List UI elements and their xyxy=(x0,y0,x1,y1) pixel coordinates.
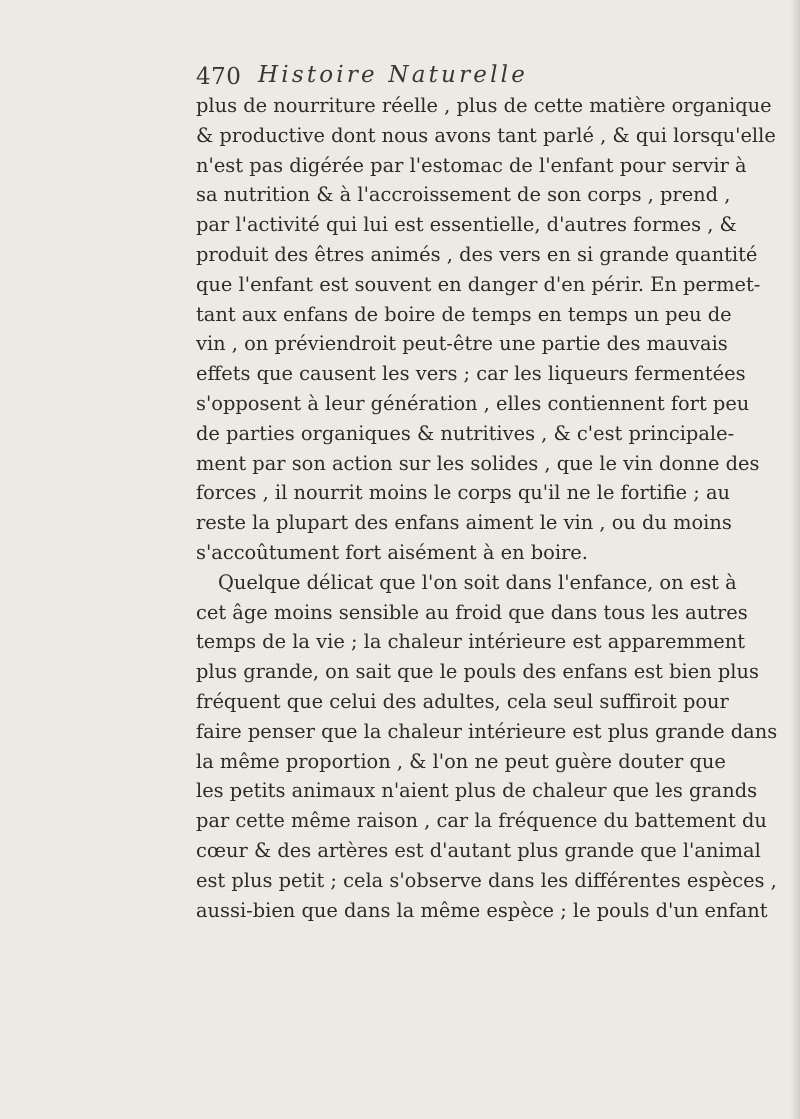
text-line: s'accoûtument fort aisément à en boire. xyxy=(196,540,588,564)
text-line: s'opposent à leur génération , elles contiennent fort peu xyxy=(196,391,750,415)
text-line: reste la plupart des enfans aiment le vin , ou du moins xyxy=(196,511,732,535)
text-line: est plus petit ; cela s'observe dans les différentes espèces , xyxy=(196,868,777,892)
text-line: effets que causent les vers ; car les liqueurs fermentées xyxy=(196,362,746,386)
text-line: & productive dont nous avons tant parlé , & qui lorsqu'elle xyxy=(196,123,776,147)
text-line: aussi-bien que dans la même espèce ; le pouls d'un enfant xyxy=(196,898,768,922)
text-line: plus grande, on sait que le pouls des enfans est bien plus xyxy=(196,660,759,684)
text-line: les petits animaux n'aient plus de chaleur que les grands xyxy=(196,779,758,803)
text-line: par cette même raison , car la fréquence du battement du xyxy=(196,809,767,833)
text-line: la même proportion , & l'on ne peut guère douter que xyxy=(196,749,726,773)
page-number: 470 xyxy=(196,64,242,90)
text-line: cet âge moins sensible au froid que dans tous les autres xyxy=(196,600,748,624)
text-line: fréquent que celui des adultes, cela seul suffiroit pour xyxy=(196,689,729,713)
text-line: faire penser que la chaleur intérieure est plus grande dans xyxy=(196,719,778,743)
text-line: de parties organiques & nutritives , & c'est principale- xyxy=(196,421,735,445)
text-line: plus de nourriture réelle , plus de cette matière organique xyxy=(196,94,772,117)
text-line: par l'activité qui lui est essentielle, d'autres formes , & xyxy=(196,213,737,237)
text-line: que l'enfant est souvent en danger d'en périr. En permet- xyxy=(196,272,761,296)
text-line: sa nutrition & à l'accroissement de son corps , prend , xyxy=(196,183,731,207)
text-line: forces , il nourrit moins le corps qu'il ne le fortifie ; au xyxy=(196,481,731,505)
body-text xyxy=(196,91,778,925)
text-line: tant aux enfans de boire de temps en temps un peu de xyxy=(196,302,732,326)
text-line: Quelque délicat que l'on soit dans l'enfance, on est à xyxy=(218,570,737,594)
text-line: n'est pas digérée par l'estomac de l'enfant pour servir à xyxy=(196,153,747,177)
text-line: produit des êtres animés , des vers en si grande quantité xyxy=(196,242,758,266)
page-edge-shadow xyxy=(790,0,800,1119)
running-title: Histoire Naturelle xyxy=(258,62,529,88)
text-line: cœur & des artères est d'autant plus grande que l'animal xyxy=(196,838,761,862)
text-line: ment par son action sur les solides , que le vin donne des xyxy=(196,451,760,475)
paragraph-1 xyxy=(196,91,776,568)
text-line: temps de la vie ; la chaleur intérieure est apparemment xyxy=(196,630,745,654)
paragraph-2 xyxy=(196,568,778,926)
running-head xyxy=(196,62,616,94)
text-line: vin , on préviendroit peut-être une partie des mauvais xyxy=(196,332,728,356)
